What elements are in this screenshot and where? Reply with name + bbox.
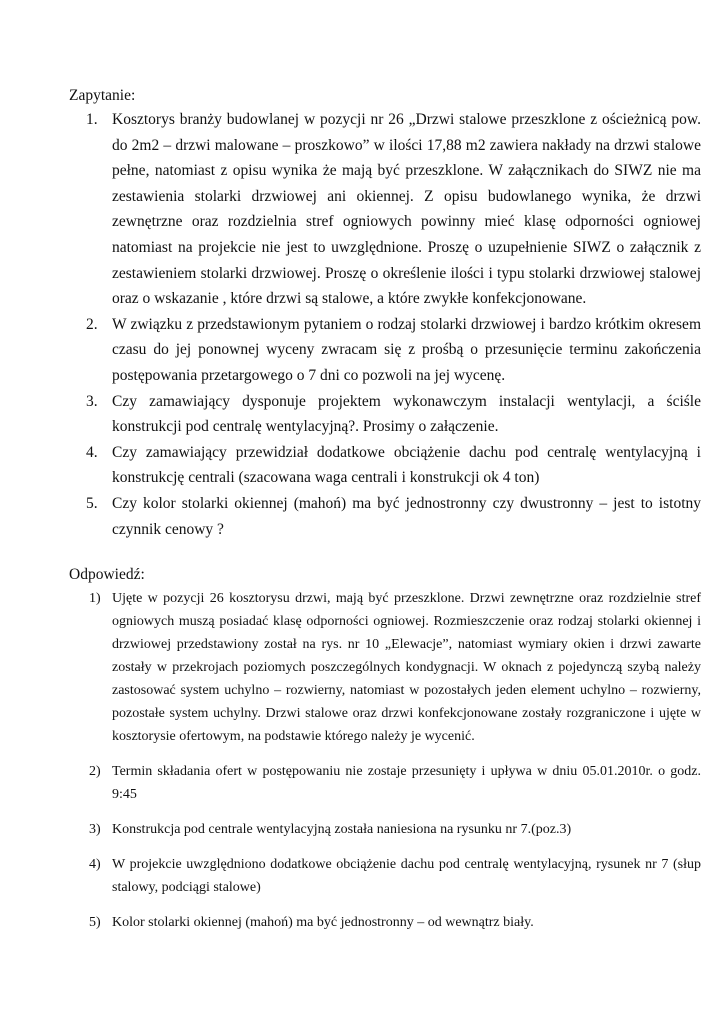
question-number: 5. [86, 494, 98, 512]
question-item [86, 440, 701, 491]
answer-number: 3) [89, 822, 101, 837]
answer-number: 4) [89, 857, 101, 872]
answer-item [89, 853, 701, 899]
answer-number: 5) [89, 915, 101, 930]
question-item [86, 107, 701, 312]
question-text: Czy kolor stolarki okiennej (mahoń) ma być jednostronny czy dwustronny – jest to istotny czynnik cenowy ? [112, 494, 701, 538]
question-text: Czy zamawiający przewidział dodatkowe obciążenie dachu pod centralę wentylacyjną i konstrukcję centrali (szacowana waga centrali i konstrukcji ok 4 ton) [112, 443, 701, 487]
question-item [86, 389, 701, 440]
answer-item [89, 587, 701, 748]
answer-item [89, 760, 701, 806]
question-number: 3. [86, 392, 98, 410]
answer-text: Konstrukcja pod centrale wentylacyjną została naniesiona na rysunku nr 7.(poz.3) [112, 822, 572, 837]
question-number: 2. [86, 315, 98, 333]
question-number: 1. [86, 111, 98, 128]
answers-heading: Odpowiedź: [69, 566, 145, 583]
answer-number: 2) [89, 764, 101, 779]
question-text: Kosztorys branży budowlanej w pozycji nr 26 „Drzwi stalowe przeszklone z ościeżnicą pow. do 2m2 – drzwi malowane – proszkowo” w ilości 17,88 m2 zawiera nakłady na drzwi stalowe pełne, natomiast z opisu wynika że mają być przeszklone. W załącznikach do SIWZ nie ma zestawienia stolarki drzwiowej ani okiennej. Z opisu budowlanego wynika, że drzwi zewnętrzne oraz rozdzielnia stref ogniowych powinny mieć klasę odporności ogniowej natomiast na projekcie nie jest to uwzględnione. Proszę o uzupełnienie SIWZ o załącznik z zestawieniem stolarki drzwiowej. Proszę o określenie ilości i typu stolarki drzwiowej stalowej oraz o wskazanie , które drzwi są stalowe, a które zwykłe konfekcjonowane. [112, 111, 701, 308]
answer-item [89, 911, 701, 934]
question-item [86, 312, 701, 389]
answer-text: Ujęte w pozycji 26 kosztorysu drzwi, mają być przeszklone. Drzwi zewnętrzne oraz rozdzielnie stref ogniowych muszą posiadać klasę odporności ogniowej. Rozmieszczenie oraz rodzaj stolarki okiennej i drzwiowej przedstawiony został na rys. nr 10 „Elewacje”, natomiast wymiary okien i drzwi zawarte zostały w przekrojach poziomych poszczególnych kondygnacji. W oknach z pojedynczą szybą należy zastosować system uchylno – rozwierny, natomiast w pozostałych jeden element uchylno – rozwierny, pozostałe system uchylny. Drzwi stalowe oraz drzwi konfekcjonowane zostały rozgraniczone i ujęte w kosztorysie ofertowym, na podstawie którego należy je wycenić. [112, 591, 701, 744]
questions-heading: Zapytanie: [69, 87, 136, 104]
question-text: W związku z przedstawionym pytaniem o rodzaj stolarki drzwiowej i bardzo krótkim okresem czasu do jej ponownej wyceny zwracam się z prośbą o przesunięcie terminu zakończenia postępowania przetargowego o 7 dni co pozwoli na jej wycenę. [112, 315, 701, 384]
question-text: Czy zamawiający dysponuje projektem wykonawczym instalacji wentylacji, a ściśle konstrukcji pod centralę wentylacyjną?. Prosimy o załączenie. [112, 392, 701, 436]
questions-list [69, 107, 701, 542]
answer-item [89, 818, 701, 841]
question-number: 4. [86, 443, 98, 461]
answer-text: Kolor stolarki okiennej (mahoń) ma być jednostronny – od wewnątrz biały. [112, 915, 534, 930]
answer-text: W projekcie uwzględniono dodatkowe obciążenie dachu pod centralę wentylacyjną, rysunek nr 7 (słup stalowy, podciągi stalowe) [112, 857, 701, 895]
answer-number: 1) [89, 591, 101, 606]
answer-text: Termin składania ofert w postępowaniu nie zostaje przesunięty i upływa w dniu 05.01.2010r. o godz. 9:45 [112, 764, 701, 802]
question-item [86, 491, 701, 542]
answers-list [69, 587, 701, 946]
